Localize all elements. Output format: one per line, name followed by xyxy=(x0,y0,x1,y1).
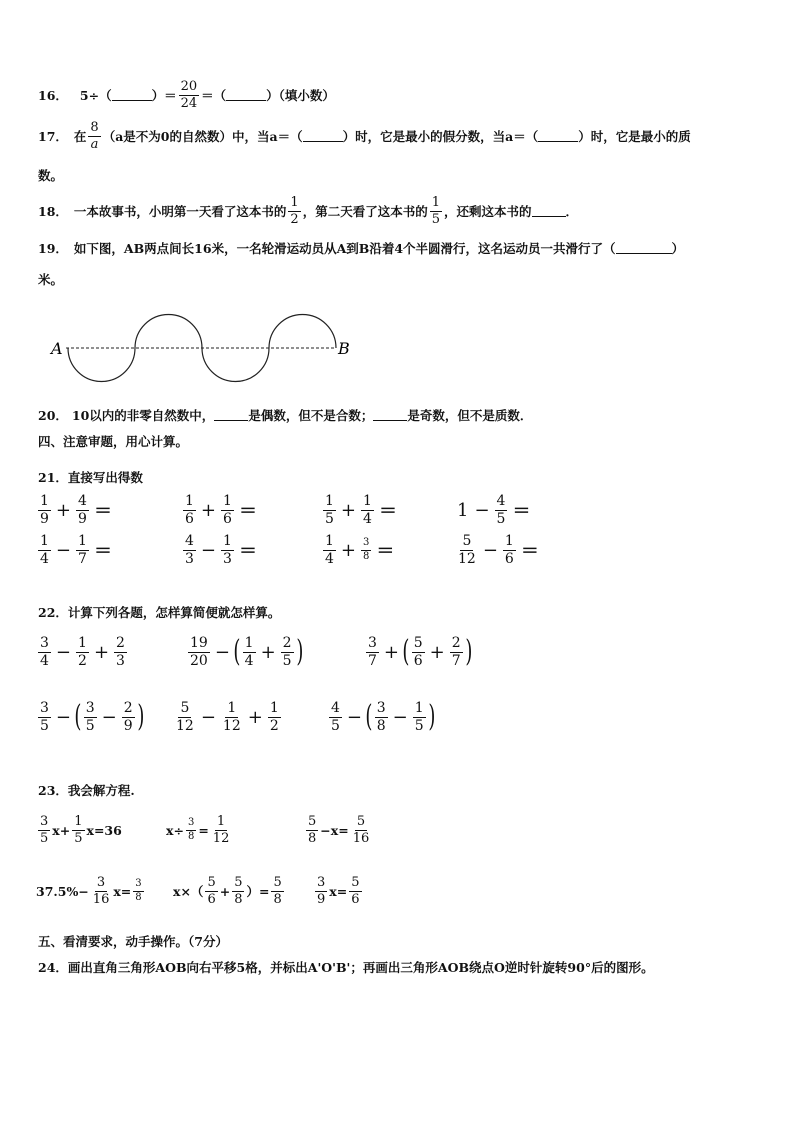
denominator: 6 xyxy=(207,891,216,907)
fraction xyxy=(38,815,50,845)
fraction xyxy=(76,534,89,566)
denominator: 2 xyxy=(269,717,279,734)
operator: + xyxy=(200,499,217,521)
equation-text: = xyxy=(198,822,209,838)
q18-t3: ，还剩这本书的 xyxy=(444,204,532,220)
left-paren: ( xyxy=(74,699,82,735)
operator: − xyxy=(200,539,217,561)
fraction xyxy=(221,534,234,566)
point-a-label: A xyxy=(51,339,63,358)
denominator: 3 xyxy=(223,550,232,567)
q21-expression xyxy=(181,534,257,566)
q22-expression xyxy=(327,701,435,733)
q23-equation xyxy=(304,815,373,845)
numerator: 19 xyxy=(190,635,208,651)
equation-text: ）= xyxy=(246,884,270,900)
q20-t3: 是奇数，但不是质数． xyxy=(407,408,533,423)
denominator: 5 xyxy=(331,717,340,734)
fraction xyxy=(38,534,51,566)
numerator: 3 xyxy=(85,700,95,716)
q19-t2: ） xyxy=(671,241,685,256)
fraction xyxy=(503,534,516,566)
denominator: 6 xyxy=(185,510,194,527)
numerator: 1 xyxy=(504,533,514,549)
left-paren: ( xyxy=(402,634,410,670)
fraction xyxy=(221,494,234,526)
numerator: 4 xyxy=(78,493,87,509)
numerator: 1 xyxy=(223,533,232,549)
numerator: 1 xyxy=(216,814,226,829)
equals-sign: ＝ xyxy=(376,541,395,563)
denominator: 16 xyxy=(352,830,370,846)
fraction xyxy=(38,494,51,526)
answer-blank[interactable] xyxy=(538,130,578,142)
q22-expression xyxy=(364,636,472,668)
denominator: 9 xyxy=(123,717,133,734)
operator: + xyxy=(260,641,276,663)
numerator: 1 xyxy=(74,814,83,829)
operator: + xyxy=(383,641,400,663)
numerator: 1 xyxy=(78,533,87,549)
denominator: 9 xyxy=(78,510,87,527)
numerator: 2 xyxy=(451,635,461,651)
fraction xyxy=(84,701,97,733)
answer-blank[interactable] xyxy=(214,409,248,421)
denominator: 8 xyxy=(308,830,317,846)
fraction xyxy=(323,494,336,526)
question-21-title: 21．直接写出得数 xyxy=(38,470,143,485)
fraction xyxy=(271,876,283,906)
fraction xyxy=(315,876,327,906)
numerator: 1 xyxy=(363,493,372,509)
answer-blank[interactable] xyxy=(112,89,152,101)
whole-number: 1 xyxy=(457,499,469,521)
fraction xyxy=(243,636,256,668)
q21-expression xyxy=(36,494,112,526)
numerator: 2 xyxy=(282,635,292,651)
denominator: 6 xyxy=(351,891,360,907)
equation-text: x=36 xyxy=(86,822,122,838)
q22-expression xyxy=(186,636,303,668)
answer-blank[interactable] xyxy=(303,130,343,142)
numerator: 5 xyxy=(351,875,360,890)
numerator: 4 xyxy=(185,533,194,549)
fraction xyxy=(413,701,426,733)
fraction xyxy=(349,876,361,906)
q21-expression xyxy=(321,534,394,566)
right-paren: ) xyxy=(137,699,145,735)
fraction xyxy=(366,636,379,668)
q21-expression xyxy=(454,534,539,566)
denominator: 4 xyxy=(40,550,49,567)
question-18 xyxy=(38,196,578,226)
denominator: 2 xyxy=(78,652,87,669)
numerator: 1 xyxy=(78,635,87,651)
denominator: 5 xyxy=(74,830,83,846)
q18-t2: ，第二天看了这本书的 xyxy=(302,204,428,220)
fraction xyxy=(211,815,232,845)
denominator: 7 xyxy=(368,652,377,669)
q20-t2: 是偶数，但不是合数； xyxy=(248,408,374,423)
denominator: 7 xyxy=(451,652,461,669)
fraction xyxy=(450,636,463,668)
fraction xyxy=(205,876,217,906)
denominator: 5 xyxy=(414,717,424,734)
fraction xyxy=(186,818,196,842)
numerator: 2 xyxy=(123,700,133,716)
numerator: 3 xyxy=(133,879,143,892)
q17-t1: （a是不为0的自然数）中，当a＝（ xyxy=(102,129,303,145)
numerator: 3 xyxy=(368,635,377,651)
equals-sign: ＝ xyxy=(238,541,257,563)
operator: − xyxy=(346,706,363,728)
numerator: 5 xyxy=(207,875,216,890)
equals-sign: ＝ xyxy=(512,501,531,523)
right-paren: ) xyxy=(465,634,473,670)
denominator: 16 xyxy=(92,891,110,907)
q16-eq2: ＝（ xyxy=(201,88,227,104)
q16-lead: 5÷（ xyxy=(79,88,112,104)
operator: − xyxy=(474,499,490,521)
q21-expression xyxy=(181,494,257,526)
operator: − xyxy=(482,539,498,561)
numerator: 2 xyxy=(116,635,125,651)
fraction: $\frac{1}{2}$ xyxy=(290,195,299,227)
operator: + xyxy=(340,499,357,521)
fraction xyxy=(221,701,243,733)
question-number: 18． xyxy=(38,204,68,220)
fraction xyxy=(114,636,127,668)
denominator: 4 xyxy=(40,652,49,669)
question-number: 19． xyxy=(38,241,68,256)
numerator: 1 xyxy=(40,493,49,509)
fraction xyxy=(183,534,196,566)
equation-text: 37.5%− xyxy=(36,883,89,899)
numerator: 3 xyxy=(376,700,386,716)
q23-equation xyxy=(36,876,146,906)
numerator: 4 xyxy=(496,493,506,509)
fraction xyxy=(361,494,374,526)
fraction xyxy=(412,636,425,668)
fraction xyxy=(329,701,342,733)
fraction xyxy=(72,815,84,845)
numerator: 1 xyxy=(269,700,279,716)
question-20 xyxy=(38,406,532,424)
fraction xyxy=(38,701,51,733)
numerator: 1 xyxy=(325,533,334,549)
operator: + xyxy=(429,641,445,663)
question-number: 16． xyxy=(38,88,68,104)
numerator: 1 xyxy=(40,533,49,549)
q20-t1: 10以内的非零自然数中， xyxy=(71,408,215,423)
equation-text: + xyxy=(219,883,231,899)
denominator: 5 xyxy=(496,510,506,527)
semicircle-path-figure xyxy=(40,305,370,395)
numerator: 3 xyxy=(361,538,371,551)
q22-expression xyxy=(172,701,283,733)
fraction xyxy=(268,701,281,733)
fraction xyxy=(76,494,89,526)
question-19 xyxy=(38,239,684,257)
right-paren: ) xyxy=(295,634,303,670)
numerator: 1 xyxy=(223,493,232,509)
fraction: $\frac{1}{5}$ xyxy=(431,195,440,227)
question-number: 20． xyxy=(38,408,68,423)
operator: − xyxy=(200,706,216,728)
question-17-line2: 数。 xyxy=(38,168,64,183)
q17-pre: 在 xyxy=(73,129,87,145)
numerator: 4 xyxy=(331,700,340,716)
equation-text: x= xyxy=(329,883,348,899)
question-number: 17． xyxy=(38,129,68,145)
question-24: 24．画出直角三角形AOB向右平移5格，并标出A'O'B'；再画出三角形AOB绕点O逆时针旋转90°后的图形。 xyxy=(38,960,654,975)
denominator: 8 xyxy=(187,830,195,842)
fraction xyxy=(76,636,89,668)
left-paren: ( xyxy=(365,699,373,735)
q18-t4: ． xyxy=(565,204,579,220)
numerator: 1 xyxy=(227,700,237,716)
fraction xyxy=(281,636,294,668)
denominator: 20 xyxy=(190,652,208,669)
numerator: 5 xyxy=(308,814,317,829)
answer-blank[interactable] xyxy=(616,242,672,254)
question-19-line2: 米。 xyxy=(38,272,64,287)
equals-sign: ＝ xyxy=(93,541,112,563)
q17-t2: ）时，它是最小的假分数，当a＝（ xyxy=(342,129,539,145)
denominator: 12 xyxy=(212,830,230,846)
fraction: $\frac{8}{a}$ xyxy=(90,120,99,152)
operator: + xyxy=(93,641,110,663)
denominator: 8 xyxy=(135,891,142,903)
numerator: 1 xyxy=(325,493,334,509)
numerator: 5 xyxy=(234,875,243,890)
q17-t3: ）时，它是最小的质 xyxy=(578,129,691,145)
numerator: 3 xyxy=(317,875,326,890)
denominator: 8 xyxy=(363,550,370,562)
q16-mid: ）＝ xyxy=(151,88,177,104)
right-paren: ) xyxy=(428,699,436,735)
denominator: 9 xyxy=(317,891,326,907)
denominator: 8 xyxy=(376,717,386,734)
answer-blank[interactable] xyxy=(532,205,566,217)
fraction xyxy=(174,701,196,733)
q21-expression xyxy=(321,494,397,526)
denominator: 6 xyxy=(413,652,423,669)
denominator: 3 xyxy=(185,550,194,567)
denominator: 4 xyxy=(363,510,372,527)
fraction xyxy=(38,636,51,668)
fraction xyxy=(188,636,210,668)
equation-text: x+ xyxy=(52,822,71,838)
operator: − xyxy=(392,706,408,728)
denominator: 8 xyxy=(273,891,282,907)
q19-t1: 如下图，AB两点间长16米，一名轮滑运动员从A到B沿着4个半圆滑行，这名运动员一共滑行了（ xyxy=(73,241,616,256)
operator: − xyxy=(55,706,72,728)
operator: + xyxy=(55,499,72,521)
question-23-title: 23．我会解方程. xyxy=(38,783,135,798)
operator: − xyxy=(55,641,72,663)
equation-text: x÷ xyxy=(166,822,184,838)
fraction: $\frac{20}{24}$ xyxy=(180,79,198,111)
operator: − xyxy=(55,539,72,561)
denominator: 6 xyxy=(223,510,232,527)
operator: − xyxy=(101,706,117,728)
q22-expression xyxy=(36,636,129,668)
denominator: 9 xyxy=(40,510,49,527)
fraction xyxy=(456,534,478,566)
denominator: 12 xyxy=(176,717,194,734)
operator: + xyxy=(247,706,263,728)
equals-sign: ＝ xyxy=(520,541,539,563)
equals-sign: ＝ xyxy=(93,501,112,523)
answer-blank[interactable] xyxy=(373,409,407,421)
denominator: 4 xyxy=(325,550,334,567)
equals-sign: ＝ xyxy=(378,501,397,523)
section-4-heading: 四、注意审题，用心计算。 xyxy=(38,434,189,449)
numerator: 3 xyxy=(40,814,49,829)
question-17 xyxy=(38,121,691,151)
q22-expression xyxy=(36,701,144,733)
equals-sign: ＝ xyxy=(238,501,257,523)
denominator: 5 xyxy=(325,510,334,527)
numerator: 3 xyxy=(40,635,49,651)
denominator: 8 xyxy=(234,891,243,907)
equation-text: x×（ xyxy=(173,884,204,900)
fraction xyxy=(133,879,143,903)
question-16 xyxy=(38,80,335,110)
numerator: 5 xyxy=(413,635,423,651)
denominator: 5 xyxy=(40,717,49,734)
numerator: 1 xyxy=(244,635,254,651)
denominator: 7 xyxy=(78,550,87,567)
answer-blank[interactable] xyxy=(226,89,266,101)
denominator: 3 xyxy=(116,652,125,669)
numerator: 5 xyxy=(180,700,190,716)
denominator: 12 xyxy=(222,717,241,734)
numerator: 5 xyxy=(356,814,366,829)
denominator: 5 xyxy=(282,652,292,669)
numerator: 3 xyxy=(186,818,196,831)
equation-text: x= xyxy=(113,883,132,899)
numerator: 3 xyxy=(40,700,49,716)
operator: − xyxy=(214,641,230,663)
section-5-heading: 五、看清要求，动手操作。（7分） xyxy=(38,934,228,949)
denominator: 12 xyxy=(458,550,476,567)
fraction xyxy=(323,534,336,566)
question-22-title: 22．计算下列各题，怎样算简便就怎样算。 xyxy=(38,605,281,620)
numerator: 5 xyxy=(462,533,472,549)
denominator: 5 xyxy=(40,830,49,846)
fraction xyxy=(306,815,318,845)
numerator: 1 xyxy=(414,700,424,716)
denominator: 6 xyxy=(504,550,514,567)
q23-equation xyxy=(166,815,233,845)
q23-equation xyxy=(173,876,286,906)
left-paren: ( xyxy=(233,634,241,670)
q18-t1: 一本故事书，小明第一天看了这本书的 xyxy=(73,204,287,220)
fraction xyxy=(351,815,372,845)
fraction xyxy=(232,876,244,906)
fraction xyxy=(495,494,508,526)
fraction xyxy=(375,701,388,733)
q21-expression xyxy=(36,534,112,566)
numerator: 5 xyxy=(273,875,282,890)
fraction xyxy=(361,538,371,562)
numerator: 1 xyxy=(185,493,194,509)
q23-equation xyxy=(36,815,122,845)
fraction xyxy=(122,701,135,733)
q16-tail: ）（填小数） xyxy=(266,88,335,104)
point-b-label: B xyxy=(338,339,350,358)
denominator: 5 xyxy=(85,717,95,734)
fraction xyxy=(183,494,196,526)
q21-expression xyxy=(454,494,530,526)
q23-equation xyxy=(313,876,364,906)
fraction xyxy=(91,876,112,906)
numerator: 3 xyxy=(96,875,106,890)
operator: + xyxy=(340,539,357,561)
denominator: 4 xyxy=(244,652,254,669)
equation-text: −x= xyxy=(320,822,349,838)
